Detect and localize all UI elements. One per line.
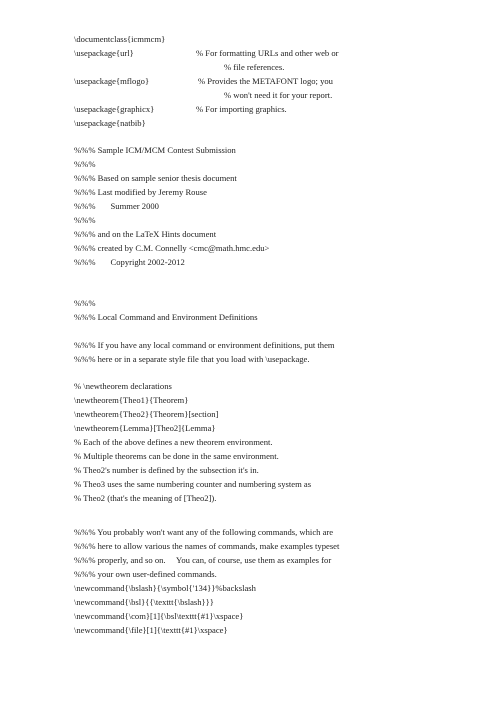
code-line: \newtheorem{Theo1}{Theorem} (74, 395, 189, 405)
code-line: \newcommand{\bslash}{\symbol{'134}}%backslash (74, 583, 256, 593)
code-line: %%% (74, 298, 96, 308)
code-line: % Multiple theorems can be done in the same environment. (74, 451, 279, 461)
code-line: \newcommand{\com}[1]{\bsl\texttt{#1}\xspace} (74, 611, 244, 621)
code-line: \usepackage{graphicx} % For importing graphics. (74, 104, 287, 114)
code-line: %%% Summer 2000 (74, 201, 159, 211)
code-line: \usepackage{url} % For formatting URLs and other web or (74, 48, 339, 58)
code-line: \newcommand{\file}[1]{\texttt{#1}\xspace} (74, 625, 228, 635)
code-comment: % For formatting URLs and other web or (196, 48, 339, 58)
code-line: %%% created by C.M. Connelly <cmc@math.hmc.edu> (74, 243, 270, 253)
code-line: \newtheorem{Theo2}{Theorem}[section] (74, 409, 219, 419)
code-line: %%% and on the LaTeX Hints document (74, 229, 217, 239)
code-line: % Theo2's number is defined by the subsection it's in. (74, 465, 259, 475)
code-line: \newtheorem{Lemma}[Theo2]{Lemma} (74, 423, 216, 433)
code-comment: % For importing graphics. (196, 104, 287, 114)
code-line: \usepackage{mflogo} % Provides the METAFONT logo; you (74, 76, 333, 86)
code-comment: % won't need it for your report. (224, 90, 333, 100)
code-line: %%% (74, 159, 96, 169)
code-line: %%% If you have any local command or environment definitions, put them (74, 340, 335, 350)
code-line: %%% your own user-defined commands. (74, 569, 217, 579)
code-line: %%% (74, 215, 96, 225)
code-comment: % Provides the METAFONT logo; you (198, 76, 333, 86)
code-line: \documentclass{icmmcm} (74, 34, 166, 44)
code-line: % Each of the above defines a new theorem environment. (74, 437, 273, 447)
code-line: %%% Last modified by Jeremy Rouse (74, 187, 207, 197)
code-line: \usepackage{natbib} (74, 118, 146, 128)
code-line: \newcommand{\bsl}{{\texttt{\bslash}}} (74, 597, 214, 607)
code-line: % Theo2 (that's the meaning of [Theo2]). (74, 493, 217, 503)
code-line: %%% You probably won't want any of the following commands, which are (74, 527, 334, 537)
code-line: %%% Copyright 2002-2012 (74, 257, 185, 267)
code-line: %%% here to allow various the names of commands, make examples typeset (74, 541, 340, 551)
code-line: %%% Based on sample senior thesis document (74, 173, 237, 183)
code-line: % \newtheorem declarations (74, 381, 172, 391)
code-line: %%% Local Command and Environment Definitions (74, 312, 258, 322)
code-comment: % file references. (224, 62, 285, 72)
code-line: %%% here or in a separate style file that you load with \usepackage. (74, 354, 310, 364)
code-line: %%% Sample ICM/MCM Contest Submission (74, 145, 236, 155)
code-line: %%% properly, and so on. You can, of course, use them as examples for (74, 555, 332, 565)
code-line: % Theo3 uses the same numbering counter and numbering system as (74, 479, 312, 489)
